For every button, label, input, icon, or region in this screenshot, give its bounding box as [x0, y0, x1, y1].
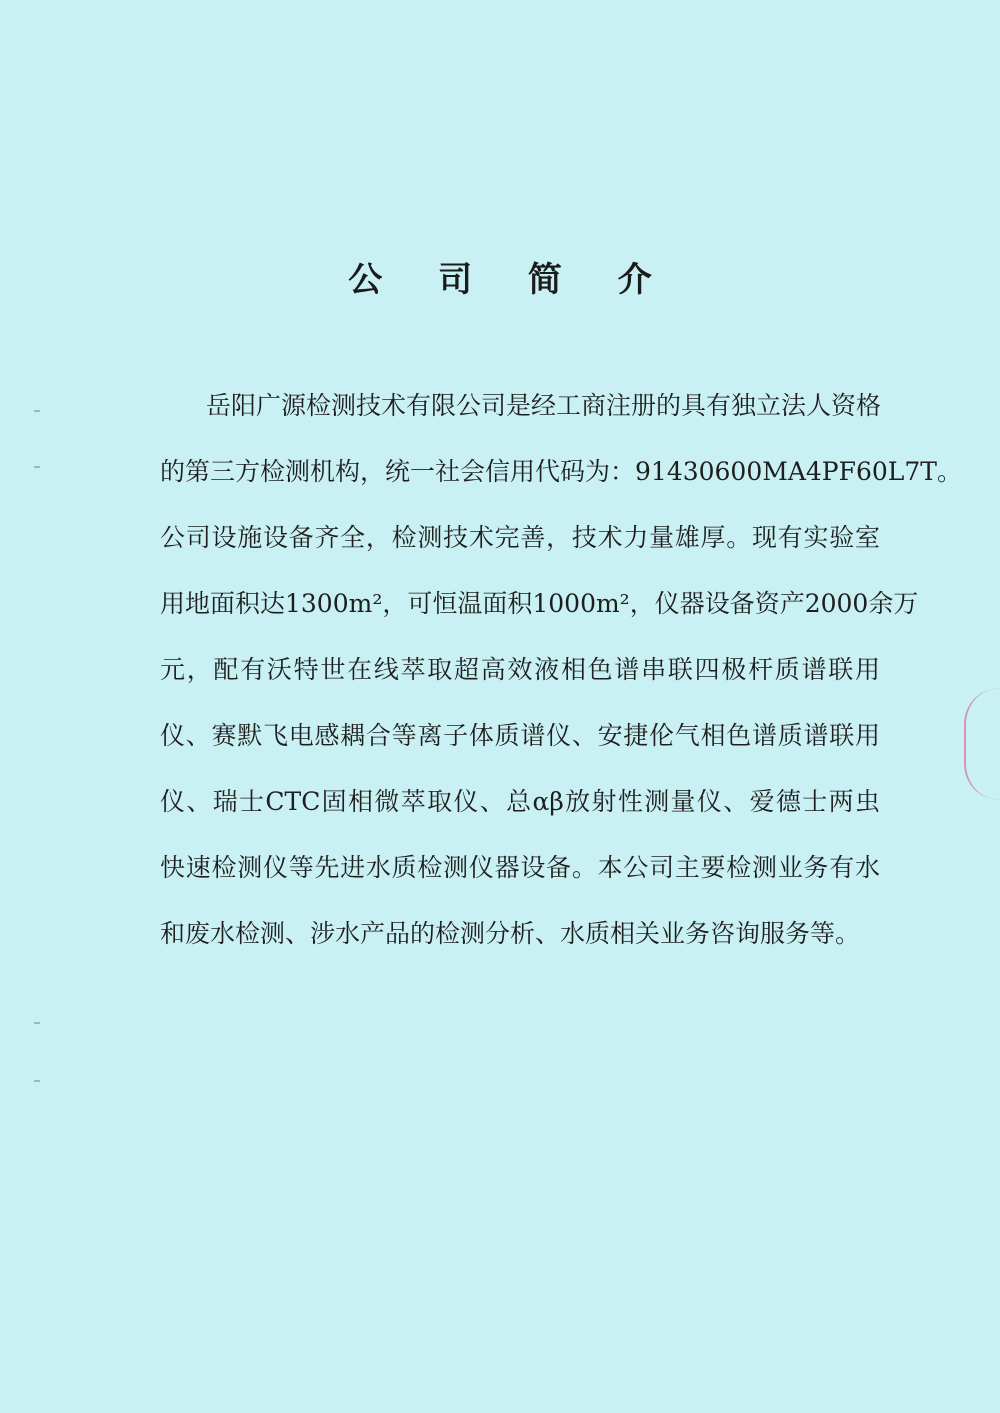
paragraph-line: 和废水检测、涉水产品的检测分析、水质相关业务咨询服务等。 — [160, 919, 861, 948]
company-intro-paragraph — [160, 378, 962, 972]
paragraph-line: 公司设施设备齐全，检测技术完善，技术力量雄厚。现有实验室 — [160, 523, 880, 552]
paragraph-line: 用地面积达1300m²，可恒温面积1000m²，仪器设备资产2000余万 — [160, 589, 919, 618]
binding-hole-mark — [34, 410, 40, 412]
paragraph-line: 的第三方检测机构，统一社会信用代码为：91430600MA4PF60L7T。 — [160, 457, 962, 486]
paragraph-line: 元，配有沃特世在线萃取超高效液相色谱串联四极杆质谱联用 — [160, 655, 880, 684]
binding-hole-mark — [34, 466, 40, 468]
binding-hole-mark — [34, 1080, 40, 1082]
page-title: 公 司 简 介 — [348, 260, 674, 300]
paragraph-line: 快速检测仪等先进水质检测仪器设备。本公司主要检测业务有水 — [160, 853, 880, 882]
paragraph-line: 仪、瑞士CTC固相微萃取仪、总αβ放射性测量仪、爱德士两虫 — [160, 787, 880, 816]
paragraph-line: 岳阳广源检测技术有限公司是经工商注册的具有独立法人资格 — [206, 391, 882, 420]
binding-hole-mark — [34, 1022, 40, 1024]
seal-edge-mark — [964, 688, 1000, 800]
paragraph-line: 仪、赛默飞电感耦合等离子体质谱仪、安捷伦气相色谱质谱联用 — [160, 721, 880, 750]
